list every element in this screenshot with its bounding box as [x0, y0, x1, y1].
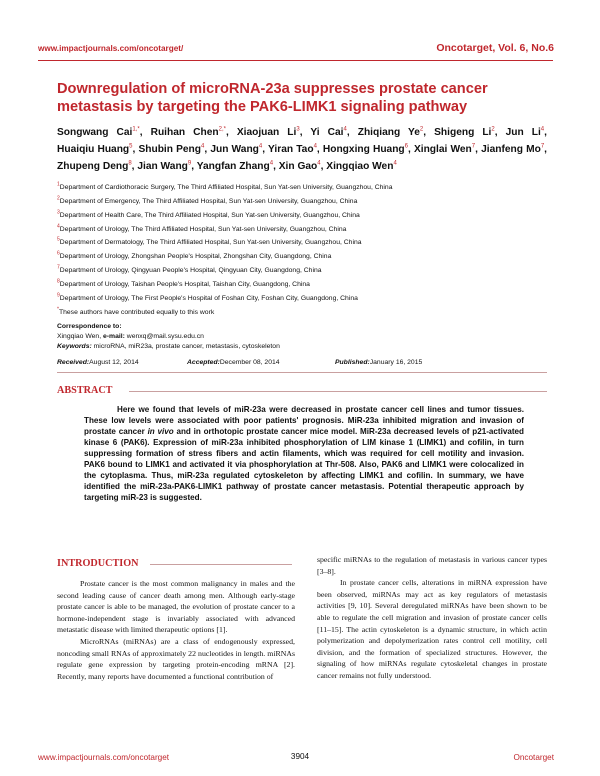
- article-title: Downregulation of microRNA-23a suppresses prostate cancer metastasis by targeting the PAK6-LIMK1 signaling pathway: [57, 81, 488, 115]
- author-affiliation-mark: 4: [269, 160, 274, 167]
- author-name: [138, 144, 204, 155]
- author-name-text: Yiran Tao: [268, 144, 314, 155]
- author-name: [434, 127, 495, 138]
- affiliation-list: [57, 181, 547, 319]
- accepted-value: December 08, 2014: [219, 359, 280, 366]
- footer-journal-name: Oncotarget: [513, 753, 554, 762]
- affiliation-text: These authors have contributed equally to this work: [58, 308, 215, 316]
- author-name-text: Jianfeng Mo: [481, 144, 541, 155]
- author-affiliation-mark: 4: [201, 143, 205, 150]
- author-name-text: Yangfan Zhang: [196, 161, 270, 172]
- author-name: [358, 127, 424, 138]
- affiliation-text: Department of Urology, The First People's Hospital of Foshan City, Foshan City, Guangdong, China: [59, 294, 358, 302]
- author-affiliation-mark: 6: [404, 143, 408, 150]
- affiliation-item: [57, 223, 547, 237]
- affiliation-item: [57, 181, 547, 195]
- author-name: [268, 144, 317, 155]
- affiliation-text: Department of Urology, Qingyuan People's Hospital, Qingyuan City, Guangdong, China: [59, 267, 322, 275]
- author-affiliation-mark: 3: [296, 126, 300, 133]
- author-name-text: Jun Wang: [210, 144, 259, 155]
- author-name: [210, 144, 262, 155]
- received-date: [57, 359, 139, 366]
- author-name-text: Jun Li: [505, 127, 541, 138]
- header-journal-url[interactable]: www.impactjournals.com/oncotarget/: [38, 44, 184, 53]
- author-name: [57, 161, 132, 172]
- email-label: e-mail:: [102, 333, 125, 340]
- affiliation-text: Department of Urology, Taishan People's Hospital, Taishan City, Guangdong, China: [59, 280, 310, 288]
- affiliation-item: [57, 264, 547, 278]
- dates-divider: [57, 372, 547, 373]
- author-name-text: Shigeng Li: [434, 127, 492, 138]
- affiliation-number: 1: [57, 181, 60, 188]
- affiliation-text: Department of Urology, Zhongshan People's Hospital, Zhongshan City, Guangdong, China: [59, 253, 332, 261]
- affiliation-number: 6: [57, 250, 60, 257]
- keywords-text: microRNA, miR23a, prostate cancer, metastasis, cytoskeleton: [93, 343, 280, 350]
- affiliation-item: [57, 195, 547, 209]
- abstract-italic: in vivo: [147, 426, 174, 436]
- affiliation-number: 8: [57, 278, 60, 285]
- author-name-text: Xinglai Wen: [413, 144, 472, 155]
- author-affiliation-mark: 4: [540, 126, 545, 133]
- author-name-text: Jian Wang: [137, 161, 188, 172]
- header-journal-citation: Oncotarget, Vol. 6, No.6: [436, 42, 554, 54]
- author-name: [326, 161, 397, 172]
- keywords-label: Keywords:: [57, 343, 92, 350]
- received-label: Received:: [57, 359, 90, 366]
- affiliation-text: Department of Emergency, The Third Affiliated Hospital, Sun Yat-sen University, Guangzhou, China: [59, 197, 358, 205]
- affiliation-item: [57, 292, 547, 306]
- author-name-text: Xin Gao: [278, 161, 318, 172]
- affiliation-item: [57, 250, 547, 264]
- page-number: 3904: [290, 752, 310, 761]
- intro-paragraph-1: Prostate cancer is the most common malignancy in males and the second leading cause of cancer death among men. Although early-stage prostate cancer is able to be managed, the evolution of prostate cancer to a hormone-independent stage is invariably associated with advanced metastatic disease with limited therapeutic options [1].: [57, 579, 295, 635]
- author-name: [279, 161, 321, 172]
- accepted-date: [187, 359, 280, 366]
- author-affiliation-mark: 4: [313, 143, 317, 150]
- affiliation-text: Department of Cardiothoracic Surgery, The Third Affiliated Hospital, Sun Yat-sen University, Guangzhou, China: [59, 184, 393, 191]
- author-affiliation-mark: 7: [471, 143, 476, 150]
- introduction-heading: INTRODUCTION: [57, 558, 139, 569]
- abstract-rule: [129, 391, 547, 392]
- correspondence-name: Xingqiao Wen,: [57, 333, 102, 340]
- affiliation-item: [57, 209, 547, 223]
- author-name: [506, 127, 545, 138]
- intro-right-column: [317, 554, 547, 682]
- abstract-part-2: and in orthotopic prostate cancer mice model. MiR-23a decreased levels of p21-activated kinase 6 (PAK6). Expression of miR-23a inhibited phosphorylation of LIM kinase 1 (LIMK1) and cofilin, in turn suppressing formation of stress fibers and actin filaments, which was required for cell motility and invasion. PAK6 bound to LIMK1 and activated it via phosphorylation at Thr-508. Also, PAK6 and LIMK1 were colocalized in the cytoplasma. Thus, miR-23a regulated cytoskeleton by affecting LIMK1 and cofilin. In summary, we have identified the miR-23a-PAK6-LIMK1 pathway of prostate cancer metastasis. Potential therapeutic approach by targeting miR-23 is suggested.: [84, 426, 524, 502]
- author-affiliation-mark: 4: [393, 160, 397, 167]
- affiliation-item: [57, 306, 547, 320]
- author-name-text: Ruihan Chen: [150, 127, 219, 138]
- author-affiliation-mark: 8: [128, 160, 132, 167]
- author-affiliation-mark: 1,*: [132, 126, 140, 133]
- author-name-text: Zhiqiang Ye: [357, 127, 420, 138]
- published-date: [335, 359, 423, 366]
- affiliation-item: [57, 236, 547, 250]
- header-divider: [38, 60, 553, 61]
- received-value: August 12, 2014: [89, 359, 139, 366]
- author-affiliation-mark: 2,*: [218, 126, 226, 133]
- affiliation-number: 2: [57, 195, 60, 202]
- author-name: [57, 144, 133, 155]
- author-name: [310, 127, 346, 138]
- correspondence-email[interactable]: wenxq@mail.sysu.edu.cn: [126, 333, 204, 340]
- article-dates: [57, 359, 547, 369]
- published-value: January 16, 2015: [369, 359, 423, 366]
- accepted-label: Accepted:: [187, 359, 220, 366]
- correspondence-block: [57, 322, 547, 352]
- author-name-text: Songwang Cai: [57, 127, 133, 138]
- author-name: [197, 161, 273, 172]
- author-name: [57, 127, 140, 138]
- author-name-text: Hongxing Huang: [322, 144, 405, 155]
- published-label: Published:: [335, 359, 370, 366]
- author-name-text: Xingqiao Wen: [326, 161, 394, 172]
- affiliation-item: [57, 278, 547, 292]
- author-affiliation-mark: 2: [491, 126, 495, 133]
- introduction-rule: [150, 564, 292, 565]
- affiliation-text: Department of Health Care, The Third Affiliated Hospital, Sun Yat-sen University, Guangzhou, China: [59, 211, 360, 219]
- affiliation-text: Department of Dermatology, The Third Affiliated Hospital, Sun Yat-sen University, Guangzhou, China: [59, 239, 362, 247]
- affiliation-text: Department of Urology, The Third Affiliated Hospital, Sun Yat-sen University, Guangzhou, China: [59, 225, 347, 233]
- author-name: [137, 161, 191, 172]
- affiliation-number: 9: [57, 292, 60, 299]
- author-name-text: Xiaojuan Li: [236, 127, 297, 138]
- intro-paragraph-3: In prostate cancer cells, alterations in miRNA expression have been observed, miRNAs may act as key regulators of metastasis activities [9, 10]. Several deregulated miRNAs have been shown to be able to regulate the cell migration and invasion of prostate cancer cells [11–15]. The actin cytoskeleton is a dynamic structure, in which actin polymerization and depolymerization rates control cell motility, cell division, and the formation of specialized structures. However, the signaling of how miRNAs regulate cytoskeletal changes in prostate cancer remains not fully understood.: [317, 578, 547, 680]
- author-name: [237, 127, 300, 138]
- author-affiliation-mark: 4: [258, 143, 263, 150]
- author-name-text: Zhupeng Deng: [57, 161, 129, 172]
- author-name-text: Shubin Peng: [138, 144, 202, 155]
- author-name: [151, 127, 226, 138]
- affiliation-number: 5: [57, 237, 60, 244]
- affiliation-number: 7: [57, 264, 60, 271]
- intro-paragraph-2-cont: specific miRNAs to the regulation of metastasis in various cancer types [3–8].: [317, 555, 547, 576]
- abstract-heading: ABSTRACT: [57, 385, 113, 396]
- correspondence-heading: Correspondence to:: [57, 323, 122, 330]
- author-affiliation-mark: 4: [317, 160, 321, 167]
- intro-left-column: [57, 578, 295, 682]
- footer-journal-url[interactable]: www.impactjournals.com/oncotarget: [38, 753, 170, 762]
- affiliation-number: 3: [57, 209, 60, 216]
- affiliation-number: 4: [57, 223, 60, 230]
- author-affiliation-mark: 7: [540, 143, 545, 150]
- author-name: [414, 144, 475, 155]
- author-name-text: Huaiqiu Huang: [57, 144, 130, 155]
- author-affiliation-mark: 5: [129, 143, 133, 150]
- author-affiliation-mark: 9: [187, 160, 192, 167]
- affiliation-number: *: [57, 306, 59, 313]
- author-affiliation-mark: 4: [343, 126, 347, 133]
- author-list: Songwang Cai$^{1,*}$, Ruihan Chen$^{2,*}$, Xiaojuan Li$^3$, Yi Cai$^4$, Zhiqiang Ye$^2$, Shigeng Li$^2$, Jun Li$^4$, Huaiqiu Huang$^5$, Shubin Peng$^4$, Jun Wang$^4$, Yiran Tao$^4$, Hongxing Huang$^6$, Xinglai Wen$^7$, Jianfeng Mo$^7$, Zhupeng Deng$^8$, Jian Wang$^9$, Yangfan Zhang$^4$, Xin Gao$^4$, Xingqiao Wen$^4$: [57, 126, 547, 172]
- abstract-text: [84, 405, 524, 504]
- author-name-text: Yi Cai: [310, 127, 344, 138]
- author-name: [481, 144, 544, 155]
- author-name: [323, 144, 408, 155]
- abstract-part-1: Here we found that levels of miR-23a were decreased in prostate cancer cell lines and tumor tissues. These low levels were associated with poor patients' prognosis. MiR-23a inhibited migration and invasion of prostate cancer: [84, 405, 524, 436]
- author-affiliation-mark: 2: [419, 126, 424, 133]
- intro-paragraph-2: MicroRNAs (miRNAs) are a class of endogenously expressed, noncoding small RNAs of approximately 22 nucleotides in length. miRNAs regulate gene expression by targeting protein-encoding mRNA [2]. Recently, many reports have documented a functional contribution of: [57, 636, 295, 681]
